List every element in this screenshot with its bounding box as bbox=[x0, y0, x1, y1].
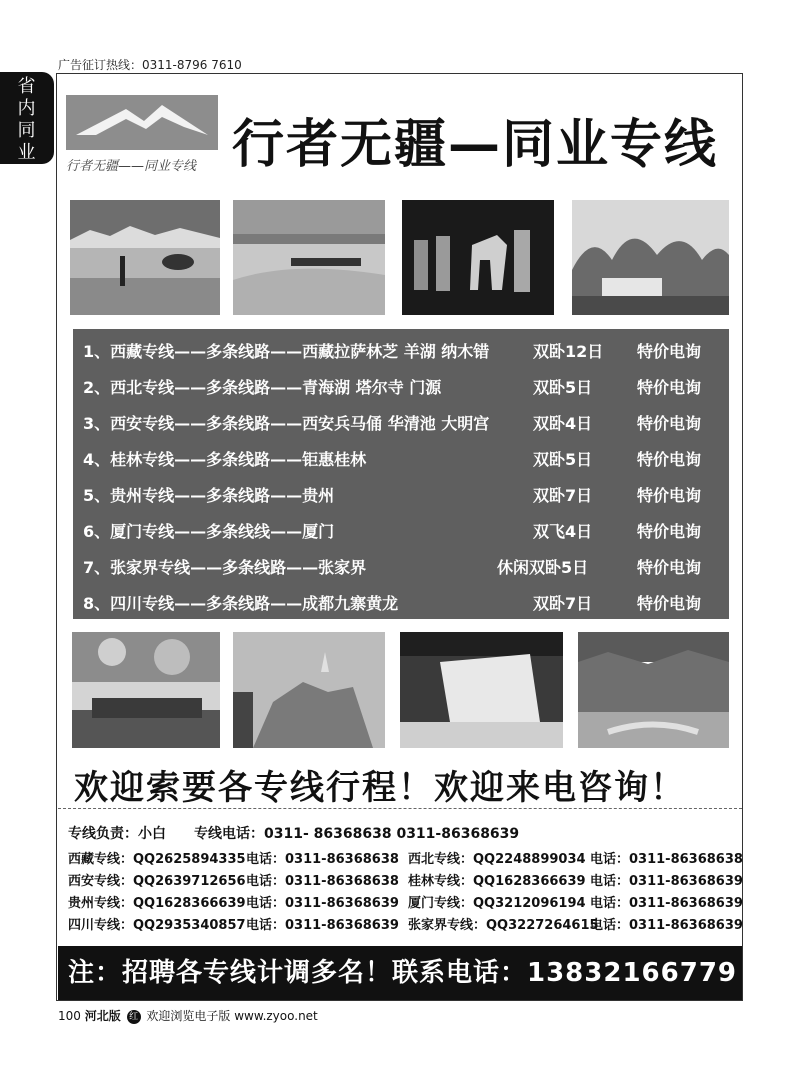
route-price: 特价电询 bbox=[637, 450, 702, 469]
route-duration: 双卧5日 bbox=[533, 378, 593, 397]
route-price: 特价电询 bbox=[637, 342, 702, 361]
route-name: 6、厦门专线——多条线线——厦门 bbox=[83, 522, 335, 541]
logo-text: 行者无疆——同业专线 bbox=[66, 159, 197, 174]
contact-qq: 桂林专线：QQ1628366639 bbox=[408, 874, 586, 889]
photo-desert-camels bbox=[233, 200, 385, 315]
photo-terracotta-warriors bbox=[402, 200, 554, 315]
route-price: 特价电询 bbox=[637, 378, 702, 397]
route-duration: 双卧5日 bbox=[533, 450, 593, 469]
photo-coastal-rock bbox=[233, 632, 385, 748]
contact-qq: 贵州专线：QQ1628366639 bbox=[68, 896, 246, 911]
contact-phone: 电话：0311-86368638 bbox=[246, 852, 399, 867]
contact-row bbox=[68, 870, 743, 892]
route-duration: 双卧4日 bbox=[533, 414, 593, 433]
recruit-notice: 注：招聘各专线计调多名！联系电话：13832166779 bbox=[58, 946, 742, 1000]
routes-panel bbox=[73, 329, 729, 619]
route-row bbox=[83, 555, 702, 578]
route-name: 5、贵州专线——多条线路——贵州 bbox=[83, 486, 335, 505]
section-tab bbox=[0, 72, 54, 164]
brand-badge-icon: 红 bbox=[127, 1010, 141, 1024]
route-duration: 双卧7日 bbox=[533, 594, 593, 613]
contact-phone: 电话：0311-86368639 bbox=[246, 918, 399, 933]
page-footer bbox=[58, 1007, 318, 1024]
route-row bbox=[83, 483, 702, 506]
contact-phone: 电话：0311-86368638 bbox=[246, 874, 399, 889]
contact-phone: 电话：0311-86368639 bbox=[590, 918, 743, 933]
manager-line: 专线负责：小白 专线电话：0311- 86368638 0311-86368639 bbox=[68, 826, 520, 842]
contact-qq: 西安专线：QQ2639712656 bbox=[68, 874, 246, 889]
contact-row bbox=[68, 848, 743, 870]
contact-phone: 电话：0311-86368639 bbox=[590, 896, 743, 911]
route-row bbox=[83, 591, 702, 614]
section-tab-char: 业 bbox=[17, 142, 37, 163]
contact-phone: 电话：0311-86368638 bbox=[590, 852, 743, 867]
route-price: 特价电询 bbox=[637, 558, 702, 577]
route-name: 3、西安专线——多条线路——西安兵马俑 华清池 大明宫 bbox=[83, 414, 490, 433]
page-number: 100 bbox=[58, 1009, 81, 1023]
contact-phone: 电话：0311-86368639 bbox=[246, 896, 399, 911]
section-tab-char: 同 bbox=[17, 120, 37, 141]
route-price: 特价电询 bbox=[637, 414, 702, 433]
contacts-table bbox=[68, 848, 743, 936]
contact-row bbox=[68, 892, 743, 914]
route-price: 特价电询 bbox=[637, 594, 702, 613]
route-duration: 双飞4日 bbox=[533, 522, 593, 541]
contact-phone: 电话：0311-86368639 bbox=[590, 874, 743, 889]
dashed-divider bbox=[58, 808, 742, 809]
route-row bbox=[83, 411, 702, 434]
welcome-slogan: 欢迎索要各专线行程！欢迎来电咨询！ bbox=[74, 768, 686, 808]
route-name: 8、四川专线——多条线路——成都九寨黄龙 bbox=[83, 594, 399, 613]
section-tab-char: 内 bbox=[17, 98, 37, 119]
contact-row bbox=[68, 914, 743, 936]
contact-qq: 张家界专线：QQ3227264615 bbox=[408, 918, 599, 933]
contact-qq: 厦门专线：QQ3212096194 bbox=[408, 896, 586, 911]
route-row bbox=[83, 447, 702, 470]
route-duration: 休闲双卧5日 bbox=[497, 558, 589, 577]
contact-qq: 四川专线：QQ2935340857 bbox=[68, 918, 246, 933]
photo-tibet-lake bbox=[70, 200, 220, 315]
contact-qq: 西藏专线：QQ2625894335 bbox=[68, 852, 246, 867]
edition-label: 河北版 bbox=[84, 1009, 121, 1023]
ad-hotline: 广告征订热线：0311-8796 7610 bbox=[58, 58, 242, 72]
photo-waterfall bbox=[400, 632, 563, 748]
route-row bbox=[83, 339, 702, 362]
route-name: 1、西藏专线——多条线路——西藏拉萨林芝 羊湖 纳木错 bbox=[83, 342, 490, 361]
mountain-logo-icon bbox=[66, 95, 218, 150]
footer-link[interactable]: 欢迎浏览电子版 www.zyoo.net bbox=[146, 1009, 318, 1023]
route-duration: 双卧12日 bbox=[533, 342, 604, 361]
route-duration: 双卧7日 bbox=[533, 486, 593, 505]
route-name: 7、张家界专线——多条线路——张家界 bbox=[83, 558, 367, 577]
contact-qq: 西北专线：QQ2248899034 bbox=[408, 852, 586, 867]
logo bbox=[66, 95, 221, 175]
photo-jiuzhai-lake bbox=[578, 632, 729, 748]
route-row bbox=[83, 375, 702, 398]
route-row bbox=[83, 519, 702, 542]
route-name: 4、桂林专线——多条线路——钜惠桂林 bbox=[83, 450, 367, 469]
route-price: 特价电询 bbox=[637, 522, 702, 541]
section-tab-char: 省 bbox=[17, 76, 37, 97]
route-name: 2、西北专线——多条线路——青海湖 塔尔寺 门源 bbox=[83, 378, 442, 397]
headline: 行者无疆—同业专线 bbox=[232, 115, 719, 175]
photo-wetland bbox=[72, 632, 220, 748]
photo-karst-village bbox=[572, 200, 729, 315]
route-price: 特价电询 bbox=[637, 486, 702, 505]
